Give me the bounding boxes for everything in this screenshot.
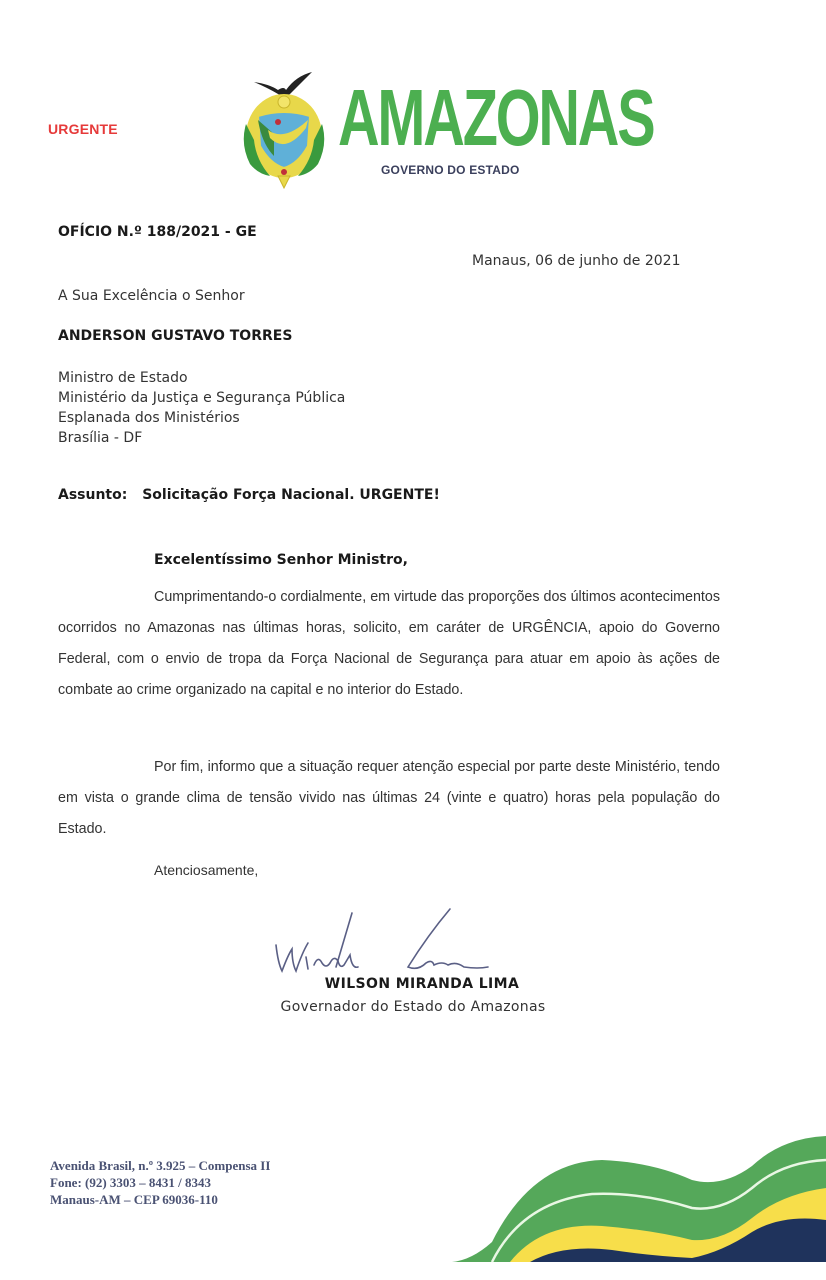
flag-waves-icon <box>452 1122 826 1268</box>
body-paragraph <box>58 582 720 706</box>
address-line: Ministro de Estado <box>58 370 188 386</box>
urgent-tag: URGENTE <box>48 121 118 137</box>
footer-address <box>50 1157 270 1208</box>
recipient-address <box>58 368 345 448</box>
recipient-name: ANDERSON GUSTAVO TORRES <box>58 328 293 344</box>
brand-title: AMAZONAS <box>338 73 654 162</box>
body-paragraph <box>58 752 720 845</box>
address-line: Esplanada dos Ministérios <box>58 410 240 426</box>
paragraph-text: Por fim, informo que a situação requer atenção especial por parte deste Ministério, tendo em vista o grande clima de tensão vivido nas últimas 24 (vinte e quatro) horas pela população do Estado. <box>58 759 720 837</box>
letter-reference: OFÍCIO N.º 188/2021 - GE <box>58 224 257 240</box>
footer-address-line: Manaus-AM – CEP 69036-110 <box>50 1192 218 1207</box>
footer-address-line: Avenida Brasil, n.º 3.925 – Compensa II <box>50 1158 271 1173</box>
signer-name: WILSON MIRANDA LIMA <box>324 976 520 992</box>
salutation-pre: A Sua Excelência o Senhor <box>58 288 245 304</box>
address-line: Brasília - DF <box>58 430 143 446</box>
brand-subtitle: GOVERNO DO ESTADO <box>381 163 520 177</box>
closing: Atenciosamente, <box>154 862 259 878</box>
subject-label: Assunto: <box>58 487 128 503</box>
subject-line <box>58 487 440 503</box>
signer-role: Governador do Estado do Amazonas <box>280 999 546 1015</box>
greeting: Excelentíssimo Senhor Ministro, <box>154 552 408 568</box>
footer-address-line: Fone: (92) 3303 – 8431 / 8343 <box>50 1175 212 1190</box>
signature-icon <box>268 905 508 977</box>
coat-of-arms-icon <box>234 64 334 194</box>
subject-text: Solicitação Força Nacional. URGENTE! <box>142 487 440 503</box>
paragraph-text: Cumprimentando-o cordialmente, em virtude das proporções dos últimos acontecimentos ocorridos no Amazonas nas últimas horas, solicito, em caráter de URGÊNCIA, apoio do Governo Federal, com o envio de tropa da Força Nacional de Segurança para atuar em apoio às ações de combate ao crime organizado na capital e no interior do Estado. <box>58 589 720 698</box>
address-line: Ministério da Justiça e Segurança Pública <box>58 390 346 406</box>
place-date: Manaus, 06 de junho de 2021 <box>472 253 681 269</box>
